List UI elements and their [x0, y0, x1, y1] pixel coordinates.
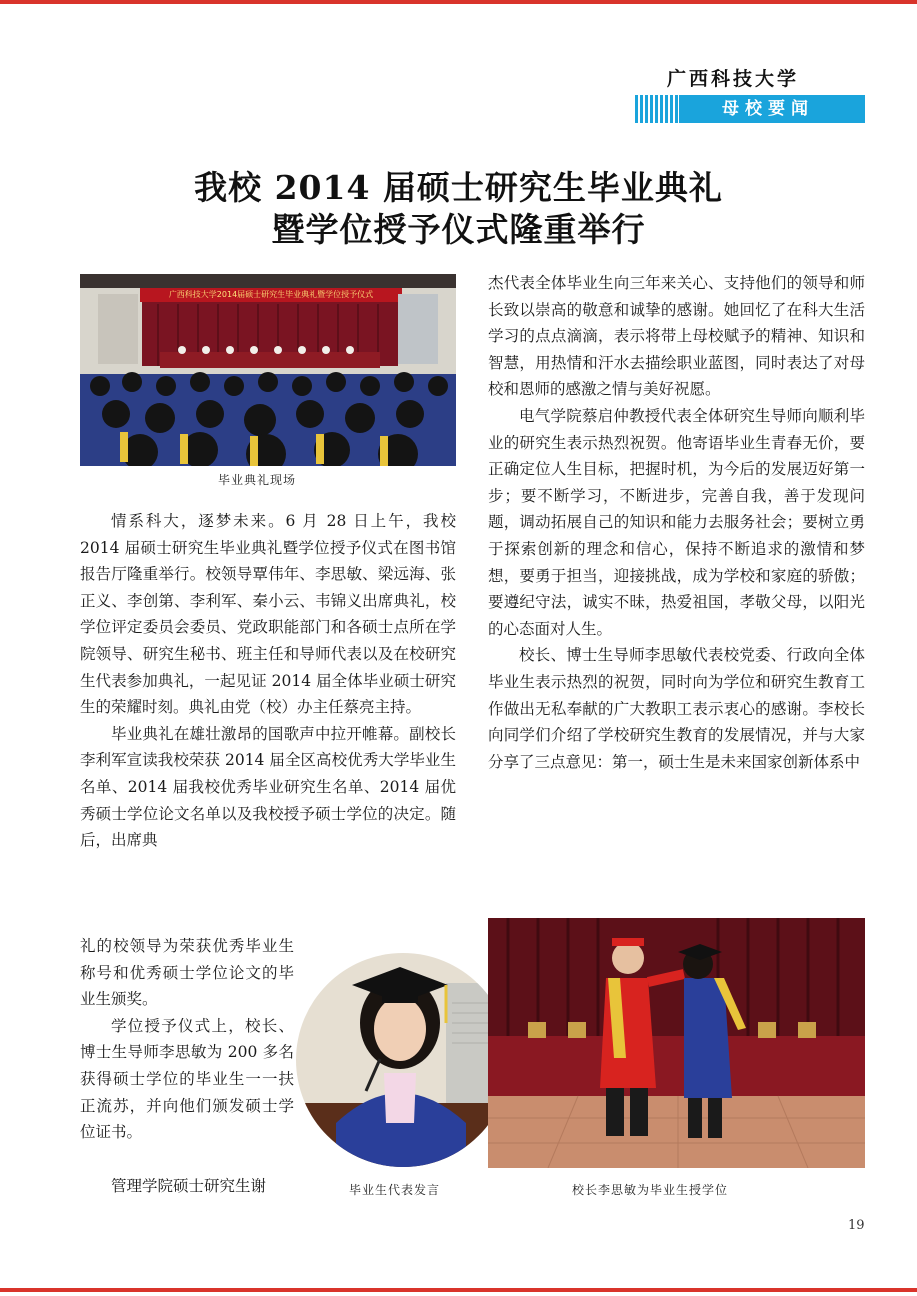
right-paragraph-2: 电气学院蔡启仲教授代表全体研究生导师向顺利毕业的研究生表示热烈祝贺。他寄语毕业生青春无价，要正确定位人生目标，把握时机，为今后的发展迈好第一步；要不断学习，不断进步，完善自我，善于发现问题，调动拓展自己的知识和能力去服务社会；要树立勇于探索创新的理念和信心，保持不断追求的激情和梦想，要勇于担当，迎接挑战，成为学校和家庭的骄傲；要遵纪守法，诚实不昧，热爱祖国，孝敬父母，以阳光的心态面对人生。 [488, 406, 865, 638]
ceremony-caption: 毕业典礼现场 [218, 473, 297, 487]
left-column-last-line [80, 1173, 330, 1200]
conferring-photo-illustration [488, 918, 865, 1168]
left-paragraph-2-tail: 礼的校领导为荣获优秀毕业生称号和优秀硕士学位论文的毕业生颁奖。 [80, 937, 294, 1009]
headline-line-1: 我校 2014 届硕士研究生毕业典礼 [194, 168, 723, 207]
left-paragraph-1: 情系科大，逐梦未来。6 月 28 日上午，我校 2014 届硕士研究生毕业典礼暨学位授予仪式在图书馆报告厅隆重举行。校领导覃伟年、李思敏、梁远海、张正义、李创第、李利军、秦小云、韦锦义出席典礼，校学位评定委员会委员、党政职能部门和各硕士点所在学院领导、研究生秘书、班主任和导师代表以及在校研究生代表参加典礼，一起见证 2014 届全体毕业硕士研究生的荣耀时刻。典礼由党（校）办主任蔡亮主持。 [80, 512, 456, 717]
masthead [635, 64, 865, 123]
ceremony-banner: 广西科技大学2014届硕士研究生毕业典礼暨学位授予仪式 [168, 290, 374, 299]
left-paragraph-3: 学位授予仪式上，校长、博士生导师李思敏为 200 多名获得硕士学位的毕业生一一扶正流苏，并向他们颁发硕士学位证书。 [80, 1016, 294, 1142]
right-column [488, 270, 865, 775]
school-name: 广西科技大学 [666, 68, 799, 90]
headline-line-2: 暨学位授予仪式隆重举行 [271, 210, 646, 249]
conferring-photo [488, 918, 865, 1168]
ceremony-photo-illustration [80, 274, 456, 466]
stripe-decoration [635, 95, 679, 123]
speaker-caption: 毕业生代表发言 [349, 1183, 441, 1197]
left-paragraph-2: 毕业典礼在雄壮激昂的国歌声中拉开帷幕。副校长李利军宣读我校荣获 2014 届全区高校优秀大学毕业生名单、2014 届我校优秀毕业研究生名单、2014 届优秀硕士学位论文名单以及我校授予硕士学位的决定。随后，出席典 [80, 724, 456, 850]
right-paragraph-3: 校长、博士生导师李思敏代表校党委、行政向全体毕业生表示热烈的祝贺，同时向为学位和研究生教育工作做出无私奉献的广大教职工表示衷心的感谢。李校长向同学们介绍了学校研究生教育的发展情况，并与大家分享了三点意见：第一，硕士生是未来国家创新体系中 [488, 646, 865, 771]
ceremony-photo [80, 274, 456, 466]
conferring-caption: 校长李思敏为毕业生授学位 [572, 1183, 729, 1197]
right-paragraph-1: 杰代表全体毕业生向三年来关心、支持他们的领导和师长致以崇高的敬意和诚挚的感谢。她回忆了在科大生活学习的点点滴滴，表示将带上母校赋予的精神、知识和智慧，用热情和汗水去描绘职业蓝图，同时表达了对母校和恩师的感激之情与美好祝愿。 [488, 274, 865, 399]
page-number: 19 [848, 1218, 865, 1233]
left-column-lower [80, 933, 294, 1146]
left-column-upper [80, 508, 456, 854]
section-label: 母校要闻 [722, 99, 814, 119]
top-red-rule [0, 0, 917, 4]
left-paragraph-4: 管理学院硕士研究生谢 [111, 1177, 267, 1195]
bottom-red-rule [0, 1288, 917, 1292]
speaker-photo-illustration [296, 953, 510, 1167]
section-bar [635, 95, 865, 123]
speaker-photo [296, 953, 510, 1167]
